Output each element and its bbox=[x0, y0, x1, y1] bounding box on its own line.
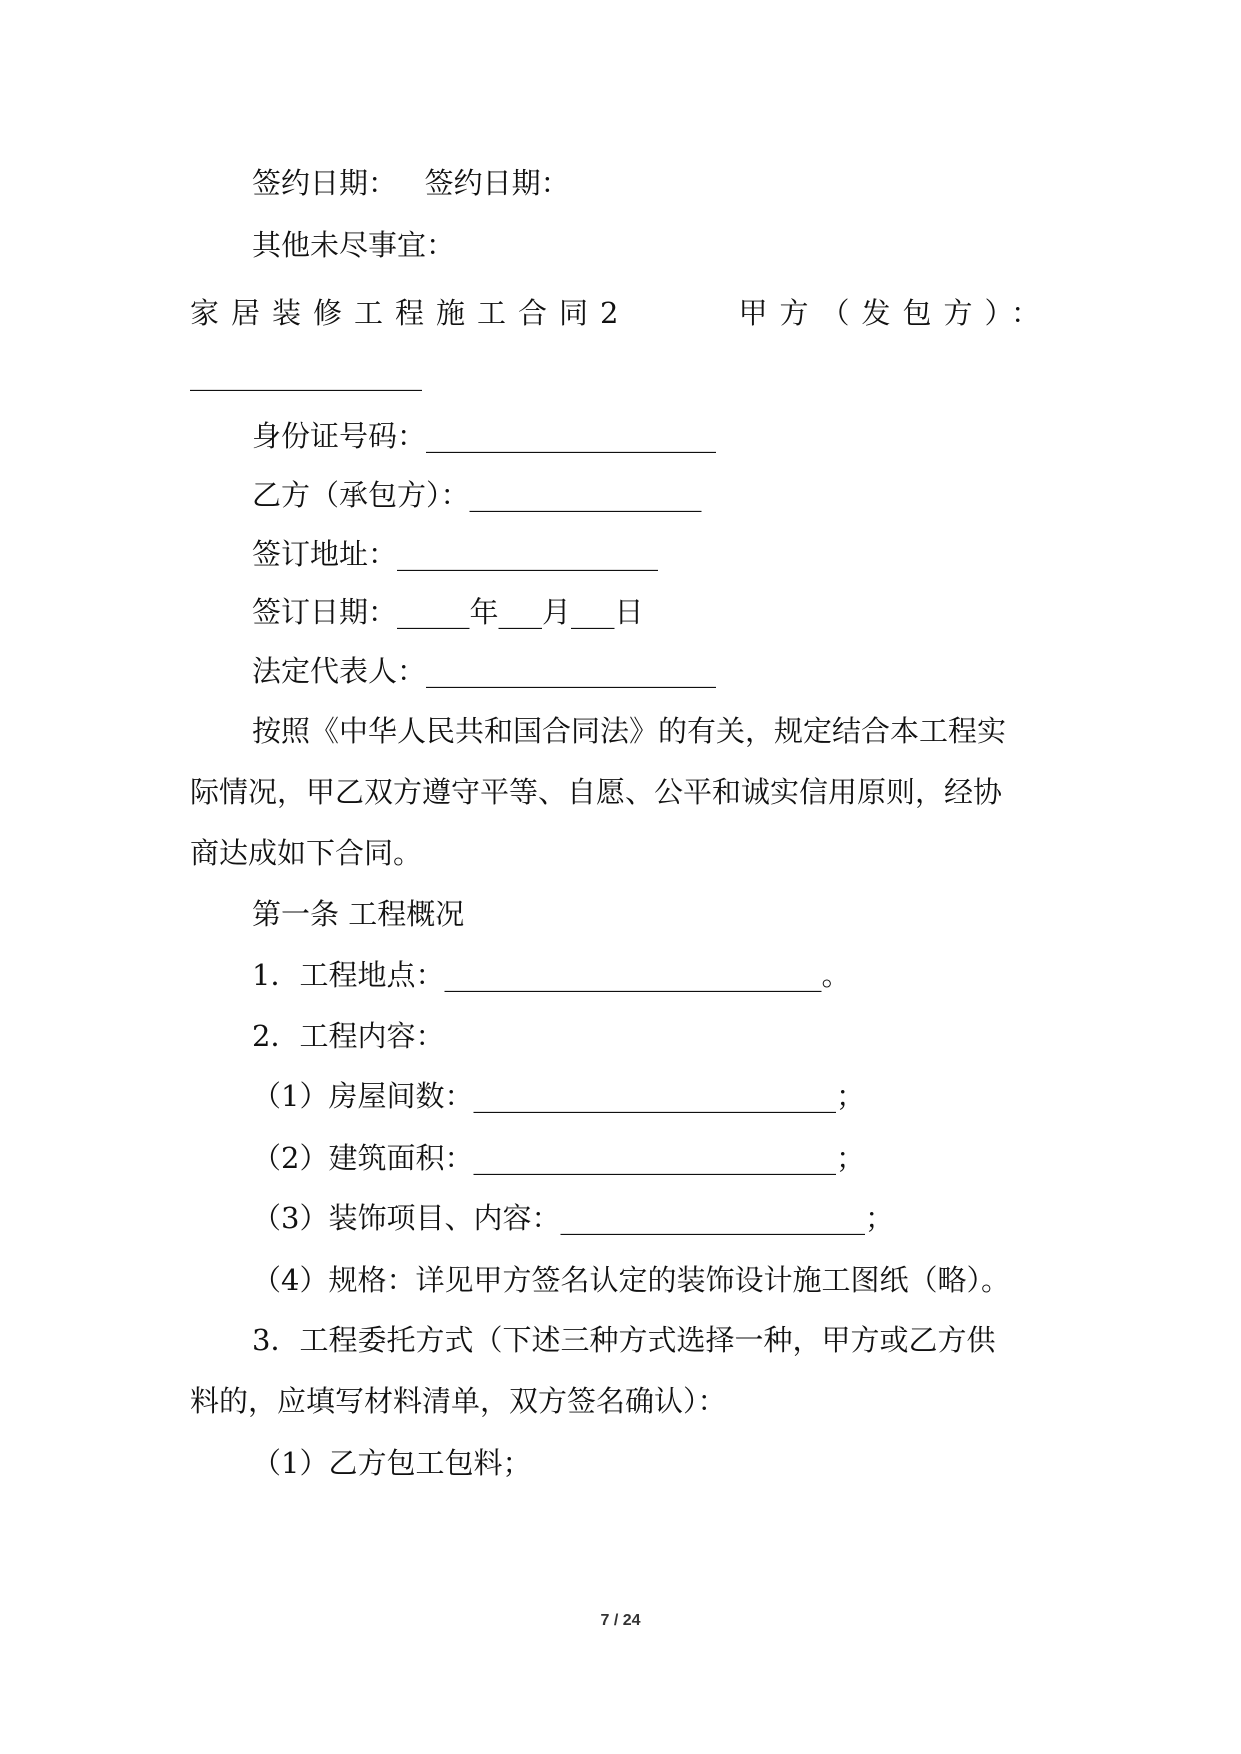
paragraph-line: 商达成如下合同。 bbox=[190, 836, 423, 870]
list-item: 2．工程内容： bbox=[252, 1019, 445, 1053]
id-number-line: 身份证号码：____________________ bbox=[252, 419, 717, 453]
paragraph-line: 按照《中华人民共和国合同法》的有关，规定结合本工程实 bbox=[252, 714, 1007, 748]
party-a-blank: ________________ bbox=[190, 357, 422, 391]
list-item: 1．工程地点：__________________________。 bbox=[252, 958, 851, 992]
page-number: 7 / 24 bbox=[600, 1612, 641, 1629]
sub-list-item: （1）乙方包工包料； bbox=[252, 1446, 532, 1480]
sign-date-line: 签约日期： 签约日期： bbox=[252, 166, 570, 200]
list-item-continuation: 料的，应填写材料清单，双方签名确认）： bbox=[190, 1384, 727, 1418]
sign-date-blank-line: 签订日期：_____年___月___日 bbox=[252, 595, 644, 629]
contract-title-row bbox=[190, 293, 1052, 333]
sub-list-item: （4）规格：详见甲方签名认定的装饰设计施工图纸（略）。 bbox=[252, 1263, 1010, 1297]
sign-address-line: 签订地址：__________________ bbox=[252, 537, 659, 571]
sub-list-item: （2）建筑面积：_________________________； bbox=[252, 1141, 865, 1175]
list-item: 3．工程委托方式（下述三种方式选择一种，甲方或乙方供 bbox=[252, 1323, 996, 1357]
legal-rep-line: 法定代表人：____________________ bbox=[252, 654, 717, 688]
other-matters-line: 其他未尽事宜： bbox=[252, 228, 456, 262]
party-a-label: 甲方（发包方）： bbox=[738, 296, 1052, 330]
party-b-line: 乙方（承包方）：________________ bbox=[252, 478, 702, 512]
contract-title: 家居装修工程施工合同2 bbox=[190, 296, 631, 330]
sub-list-item: （1）房屋间数：_________________________； bbox=[252, 1079, 865, 1113]
article-heading: 第一条 工程概况 bbox=[252, 897, 465, 931]
paragraph-line: 际情况，甲乙双方遵守平等、自愿、公平和诚实信用原则，经协 bbox=[190, 775, 1003, 809]
sub-list-item: （3）装饰项目、内容：_____________________； bbox=[252, 1201, 894, 1235]
